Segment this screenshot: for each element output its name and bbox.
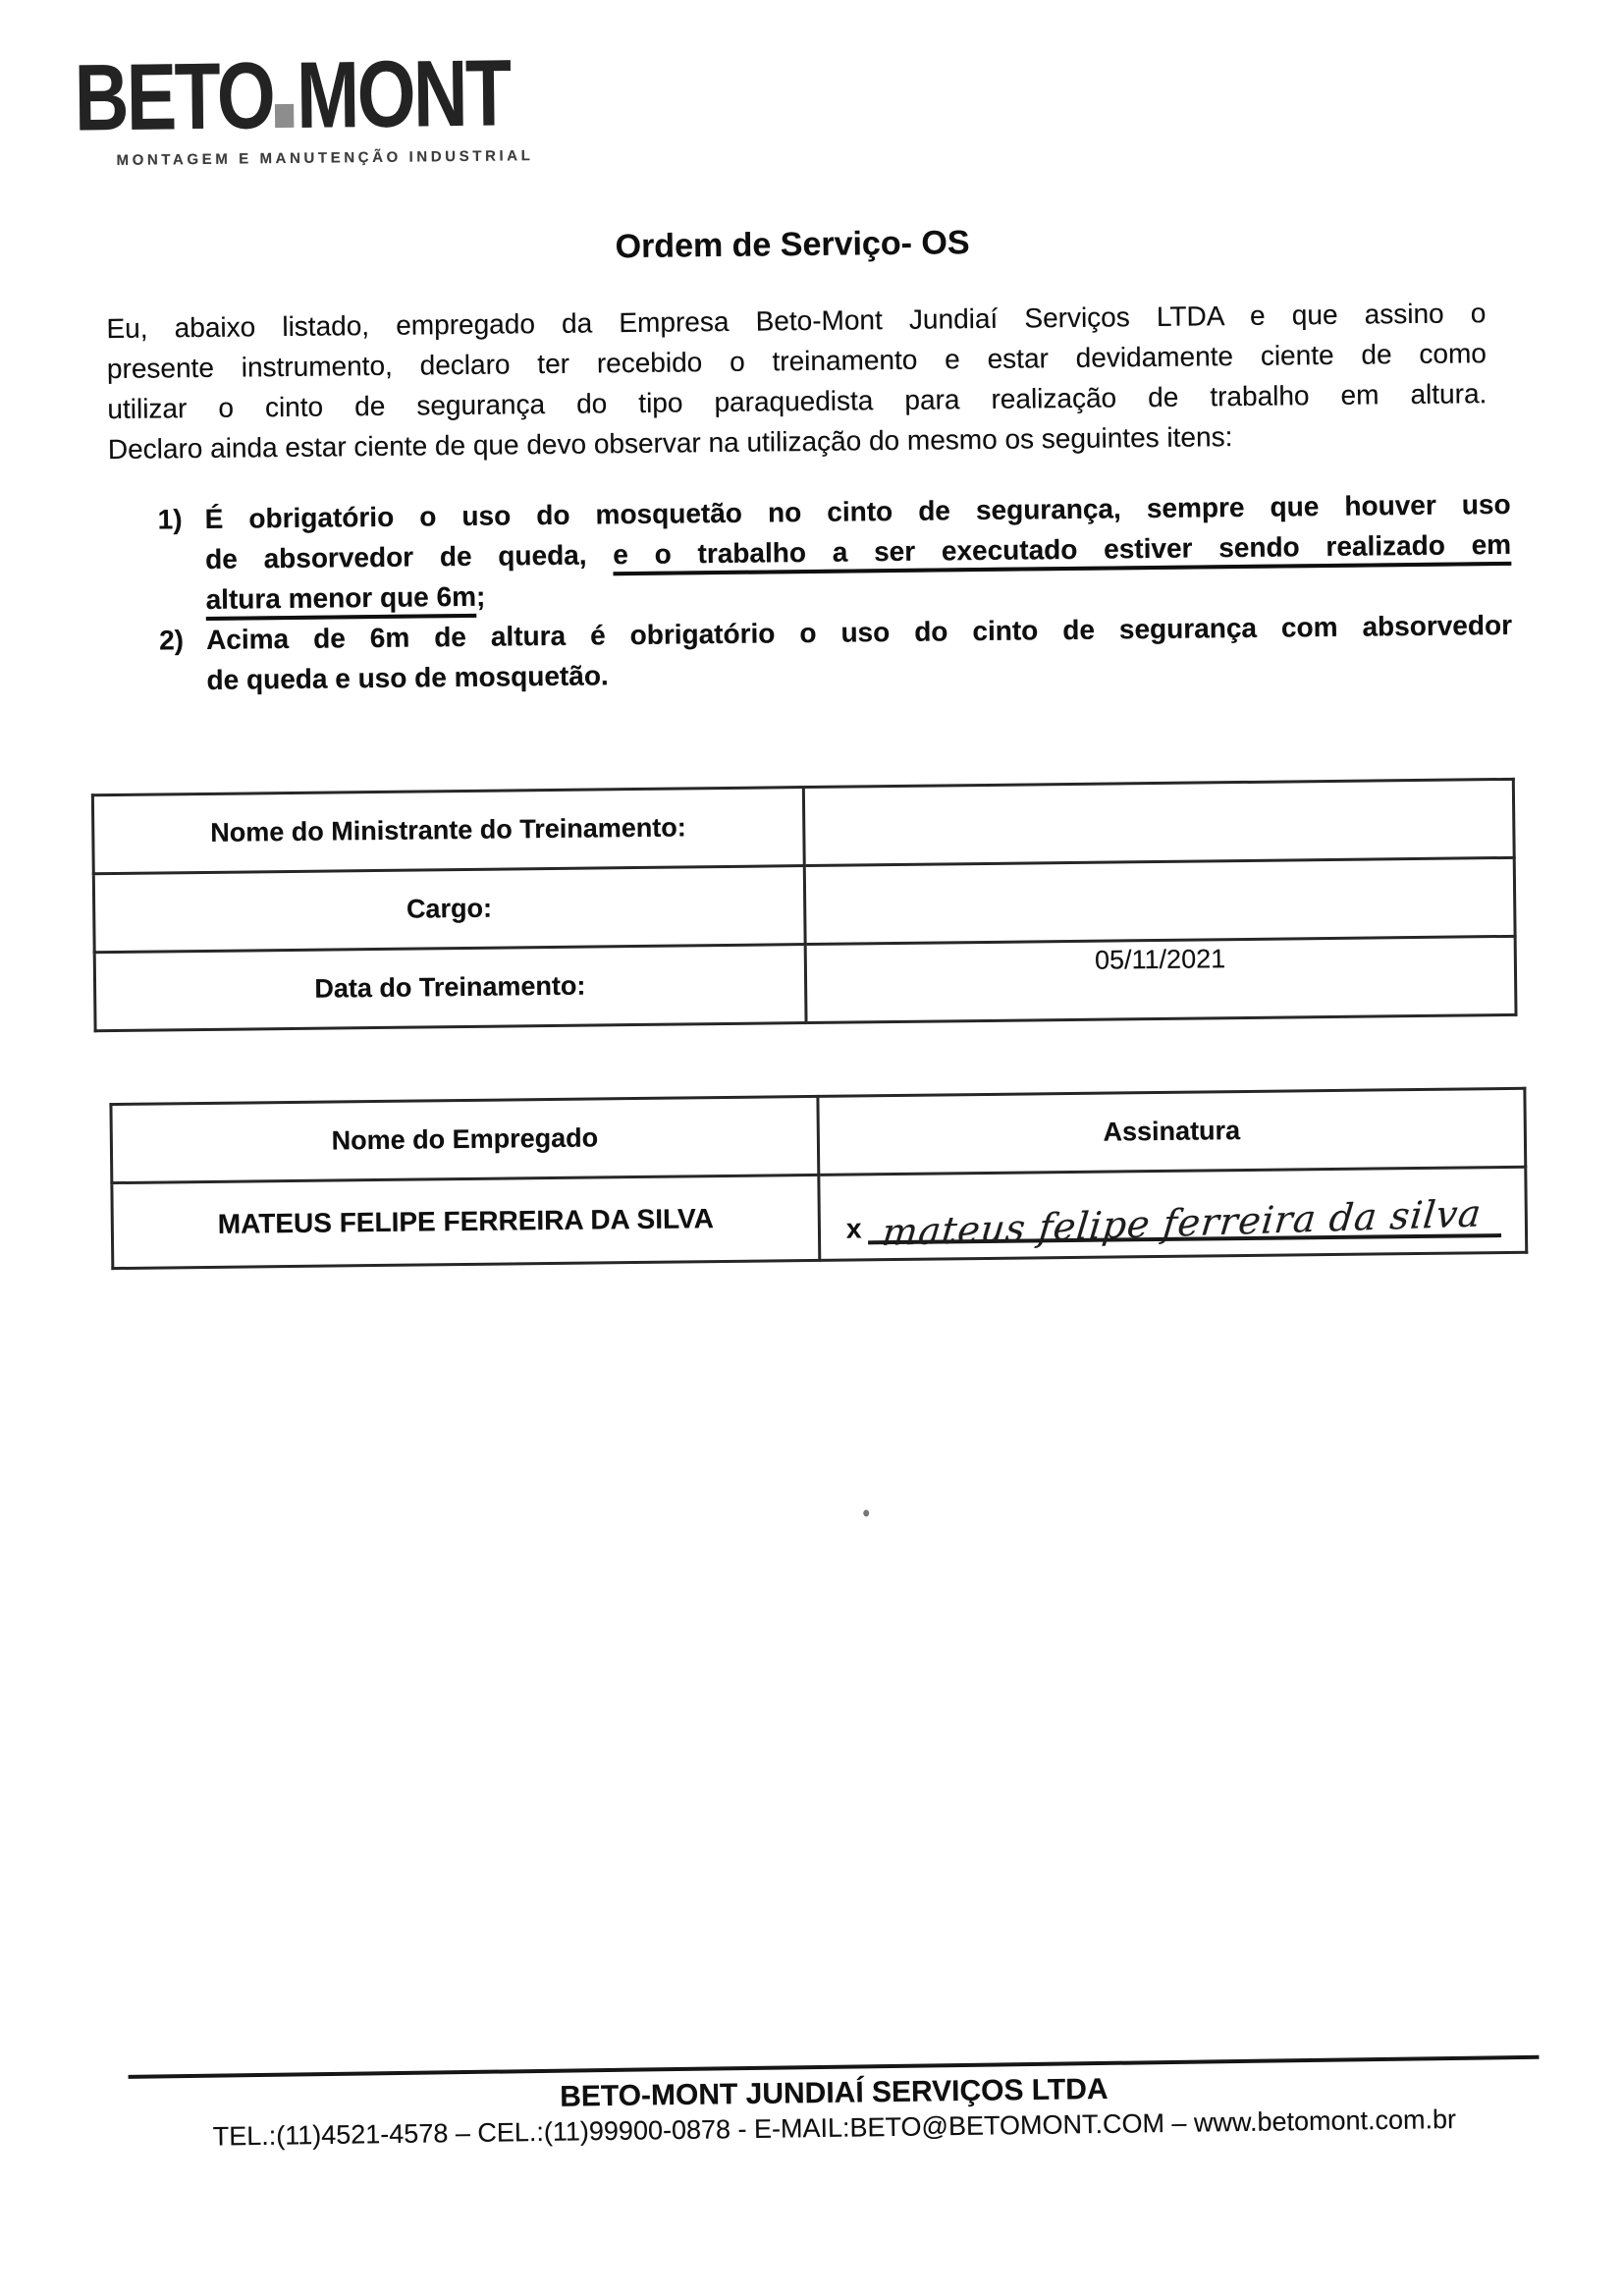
logo-text-beto: BETO — [74, 43, 274, 151]
list-item-2-number: 2) — [158, 625, 185, 656]
ministrante-label: Nome do Ministrante do Treinamento: — [92, 788, 803, 874]
list-item-2-text: Acima de 6m de altura é obrigatório o uso do cinto de segurança com absorvedor — [205, 609, 1513, 655]
company-logo — [74, 40, 619, 169]
list-item-1 — [157, 484, 1513, 621]
list-item-2-text-2: de queda e uso de mosquetão. — [206, 660, 609, 695]
signature-cell — [819, 1167, 1527, 1260]
table-row — [112, 1167, 1527, 1268]
scan-speck — [863, 1509, 869, 1516]
intro-line-3: utilizar o cinto de segurança do tipo paraquedista para realização de trabalho em altura. — [107, 378, 1488, 425]
footer-contact-info: TEL.:(11)4521-4578 – CEL.:(11)99900-0878 - E-MAIL:BETO@BETOMONT.COM – www.betomont.com.br — [212, 2104, 1457, 2152]
document-footer — [129, 2055, 1541, 2154]
logo-wordmark — [74, 40, 511, 151]
list-item-1-body — [204, 484, 1511, 620]
employee-signature-table — [109, 1087, 1528, 1270]
document-title: Ordem de Serviço- OS — [615, 224, 970, 266]
list-item-2 — [159, 605, 1515, 701]
employee-name: MATEUS FELIPE FERREIRA DA SILVA — [112, 1175, 820, 1268]
employee-name-header: Nome do Empregado — [111, 1096, 819, 1182]
cargo-value — [804, 857, 1515, 944]
safety-items-list — [157, 484, 1514, 701]
logo-tagline: MONTAGEM E MANUTENÇÃO INDUSTRIAL — [116, 147, 534, 169]
list-item-1-text-underlined-2: altura menor que 6m — [205, 580, 477, 615]
intro-paragraph — [106, 293, 1488, 469]
signature-line — [867, 1180, 1501, 1255]
list-item-1-number: 1) — [157, 504, 183, 535]
list-item-1-text-normal: de absorvedor de queda, — [204, 539, 614, 574]
logo-dot-icon — [275, 104, 294, 128]
list-item-1-text-underlined: e o trabalho a ser executado estiver sendo realizado em — [613, 528, 1512, 571]
signature-x-mark: x — [845, 1213, 862, 1244]
intro-line-4: Declaro ainda estar ciente de que devo observar na utilização do mesmo os seguintes itens: — [107, 421, 1233, 465]
data-treinamento-label: Data do Treinamento: — [94, 945, 805, 1031]
data-treinamento-value: 05/11/2021 — [805, 936, 1516, 1022]
list-item-1-text-after: ; — [475, 580, 486, 612]
logo-text-mont: MONT — [296, 40, 511, 148]
footer-company-name: BETO-MONT JUNDIAÍ SERVIÇOS LTDA — [559, 2072, 1109, 2113]
intro-line-1: Eu, abaixo listado, empregado da Empresa Beto-Mont Jundiaí Serviços LTDA e que assino o — [106, 298, 1487, 345]
training-info-table — [91, 778, 1518, 1032]
cargo-label: Cargo: — [93, 866, 804, 953]
list-item-2-body — [206, 605, 1513, 700]
table-row — [94, 936, 1516, 1030]
signature-handwriting: mateus felipe ferreira da silva — [879, 1191, 1484, 1255]
signature-header: Assinatura — [818, 1088, 1526, 1175]
ministrante-value — [803, 779, 1514, 865]
list-item-1-text: É obrigatório o uso do mosquetão no cinto de segurança, sempre que houver uso — [204, 488, 1511, 534]
intro-line-2: presente instrumento, declaro ter recebido o treinamento e estar devidamente ciente de como — [106, 338, 1488, 385]
